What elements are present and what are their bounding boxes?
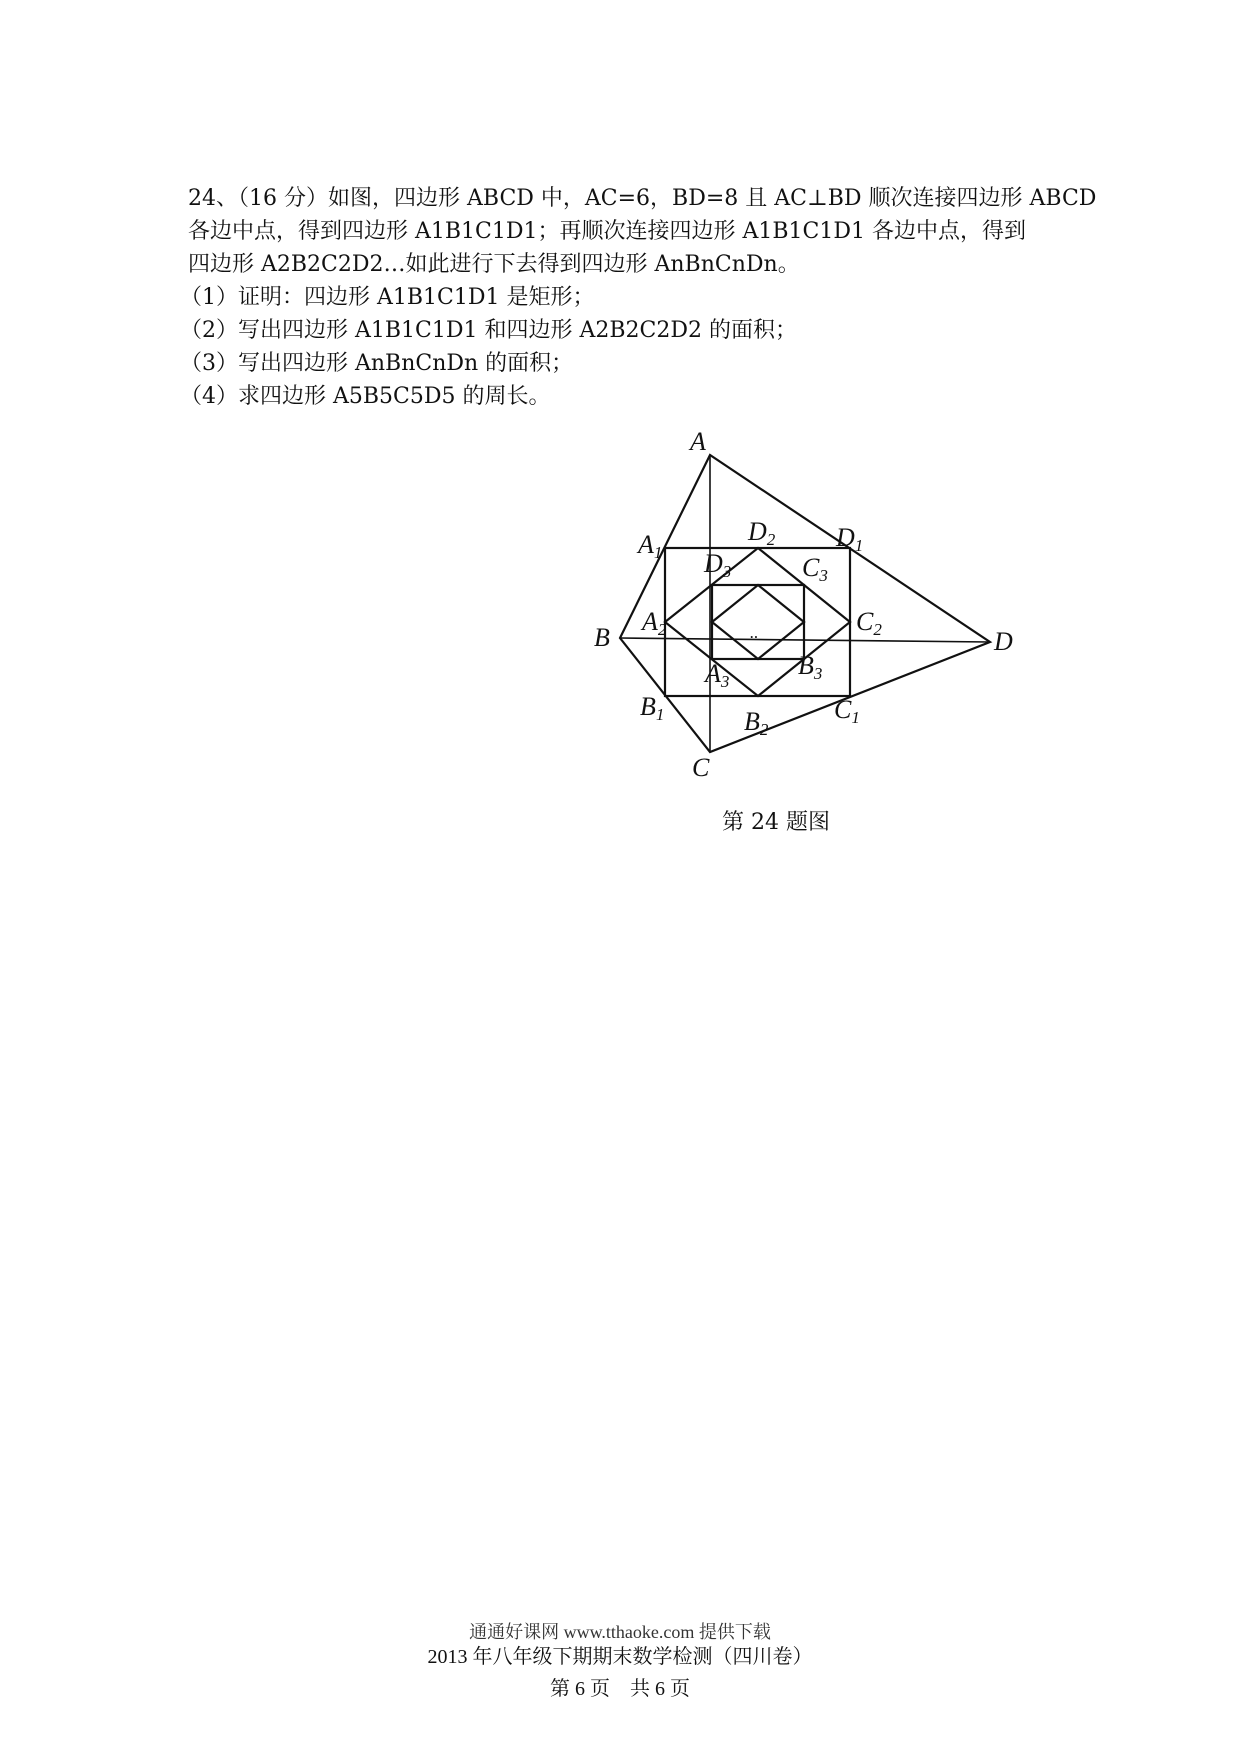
label-C: C xyxy=(692,753,710,782)
label-C1: C1 xyxy=(834,695,860,727)
quad-A4B4C4D4 xyxy=(712,585,804,659)
watermark-text: 通通好课网 www.tthaoke.com 提供下载 xyxy=(469,1622,771,1642)
label-D1: D1 xyxy=(836,523,864,555)
exam-title: 2013 年八年级下期期末数学检测（四川卷） xyxy=(427,1646,813,1668)
geometry-figure xyxy=(594,420,1040,800)
label-A: A xyxy=(690,427,706,456)
label-D2: D2 xyxy=(748,517,776,549)
label-C3: C3 xyxy=(802,553,828,585)
label-B2: B2 xyxy=(744,707,769,739)
question-line-2: 各边中点，得到四边形 A1B1C1D1；再顺次连接四边形 A1B1C1D1 各边中点，得到 xyxy=(188,219,1027,244)
label-A3: A3 xyxy=(705,659,730,691)
label-B3: B3 xyxy=(798,651,823,683)
question-line-3: 四边形 A2B2C2D2…如此进行下去得到四边形 AnBnCnDn。 xyxy=(188,252,800,277)
subquestion-2: （2）写出四边形 A1B1C1D1 和四边形 A2B2C2D2 的面积； xyxy=(180,318,798,343)
subquestion-1: （1）证明：四边形 A1B1C1D1 是矩形； xyxy=(180,285,595,310)
label-A2: A2 xyxy=(642,607,667,639)
geometry-diagram xyxy=(594,420,1040,800)
label-D: D xyxy=(994,627,1013,656)
quad-A3B3C3D3 xyxy=(712,585,804,659)
label-C2: C2 xyxy=(856,607,882,639)
label-D3: D3 xyxy=(704,549,732,581)
label-B1: B1 xyxy=(640,692,665,724)
question-24 xyxy=(180,182,1097,413)
center-mark: .. xyxy=(750,623,759,642)
label-B: B xyxy=(594,623,610,652)
question-line-1: 24、（16 分）如图，四边形 ABCD 中，AC=6，BD=8 且 AC⊥BD 顺次连接四边形 ABCD xyxy=(188,186,1097,211)
label-A1: A1 xyxy=(638,530,663,562)
subquestion-4: （4）求四边形 A5B5C5D5 的周长。 xyxy=(180,384,551,409)
figure-caption: 第 24 题图 xyxy=(722,810,830,835)
page-number: 第 6 页 共 6 页 xyxy=(550,1678,690,1700)
subquestion-3: （3）写出四边形 AnBnCnDn 的面积； xyxy=(180,351,574,376)
